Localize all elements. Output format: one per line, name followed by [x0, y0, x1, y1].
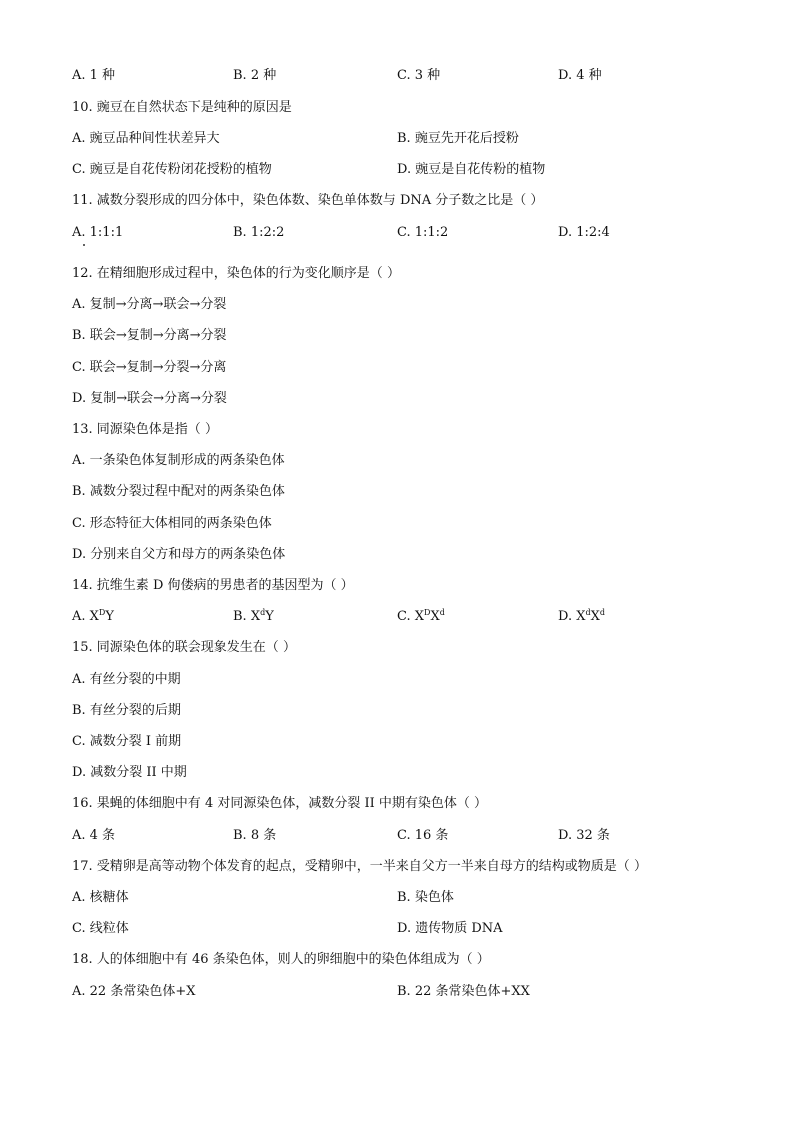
- q13-option-b: B. 减数分裂过程中配对的两条染色体: [72, 484, 285, 499]
- q10-option-d: D. 豌豆是自花传粉的植物: [397, 162, 546, 177]
- q15-option-b: B. 有丝分裂的后期: [72, 703, 181, 718]
- q11-option-c: C. 1:1:2: [397, 225, 449, 240]
- q14-option-c: C. $X^DX^d$: [397, 608, 445, 624]
- q13-option-d: D. 分别来自父方和母方的两条染色体: [72, 547, 286, 562]
- q15-option-c: C. 减数分裂 I 前期: [72, 734, 182, 749]
- q14-option-a: A. $X^DY$: [72, 608, 114, 624]
- q13-option-c: C. 形态特征大体相同的两条染色体: [72, 516, 272, 531]
- q9-option-c: C. 3 种: [397, 68, 441, 83]
- q11-stem: 11. 减数分裂形成的四分体中，染色体数、染色单体数与 DNA 分子数之比是（ ）: [72, 193, 544, 208]
- q11-option-b: B. 1:2:2: [233, 225, 285, 240]
- q15-option-a: A. 有丝分裂的中期: [72, 672, 181, 687]
- q15-option-d: D. 减数分裂 II 中期: [72, 765, 187, 780]
- q18-option-a: A. 22 条常染色体+X: [72, 984, 196, 999]
- q12-option-a: A. 复制→分离→联会→分裂: [72, 297, 227, 312]
- q18-option-b: B. 22 条常染色体+XX: [397, 984, 530, 999]
- q12-stem: 12. 在精细胞形成过程中，染色体的行为变化顺序是（ ）: [72, 266, 400, 281]
- q12-option-c: C. 联会→复制→分裂→分离: [72, 360, 227, 375]
- q16-stem: 16. 果蝇的体细胞中有 4 对同源染色体，减数分裂 II 中期有染色体（ ）: [72, 796, 488, 811]
- q10-option-a: A. 豌豆品种间性状差异大: [72, 131, 220, 146]
- q16-option-c: C. 16 条: [397, 828, 449, 843]
- q9-option-d: D. 4 种: [558, 68, 602, 83]
- q16-option-a: A. 4 条: [72, 828, 116, 843]
- q17-option-d: D. 遗传物质 DNA: [397, 921, 503, 936]
- q12-option-b: B. 联会→复制→分离→分裂: [72, 328, 227, 343]
- q13-stem: 13. 同源染色体是指（ ）: [72, 422, 218, 437]
- q9-option-a: A. 1 种: [72, 68, 116, 83]
- q17-option-c: C. 线粒体: [72, 921, 129, 936]
- q10-option-b: B. 豌豆先开花后授粉: [397, 131, 519, 146]
- stray-dot-mark: [83, 244, 85, 246]
- q11-option-d: D. 1:2:4: [558, 225, 610, 240]
- q17-option-b: B. 染色体: [397, 890, 454, 905]
- q15-stem: 15. 同源染色体的联会现象发生在（ ）: [72, 640, 296, 655]
- q11-option-a: A. 1:1:1: [72, 225, 124, 240]
- q16-option-d: D. 32 条: [558, 828, 610, 843]
- q10-option-c: C. 豌豆是自花传粉闭花授粉的植物: [72, 162, 272, 177]
- q14-stem: 14. 抗维生素 D 佝偻病的男患者的基因型为（ ）: [72, 578, 354, 593]
- q16-option-b: B. 8 条: [233, 828, 277, 843]
- q14-option-b: B. $X^dY$: [233, 608, 274, 624]
- q14-option-d: D. $X^dX^d$: [558, 608, 605, 624]
- q18-stem: 18. 人的体细胞中有 46 条染色体，则人的卵细胞中的染色体组成为（ ）: [72, 952, 490, 967]
- q13-option-a: A. 一条染色体复制形成的两条染色体: [72, 453, 285, 468]
- q17-stem: 17. 受精卵是高等动物个体发育的起点，受精卵中，一半来自父方一半来自母方的结构或物质是（ ）: [72, 859, 647, 874]
- q9-option-b: B. 2 种: [233, 68, 277, 83]
- q17-option-a: A. 核糖体: [72, 890, 129, 905]
- q10-stem: 10. 豌豆在自然状态下是纯种的原因是: [72, 100, 292, 115]
- q12-option-d: D. 复制→联会→分离→分裂: [72, 391, 227, 406]
